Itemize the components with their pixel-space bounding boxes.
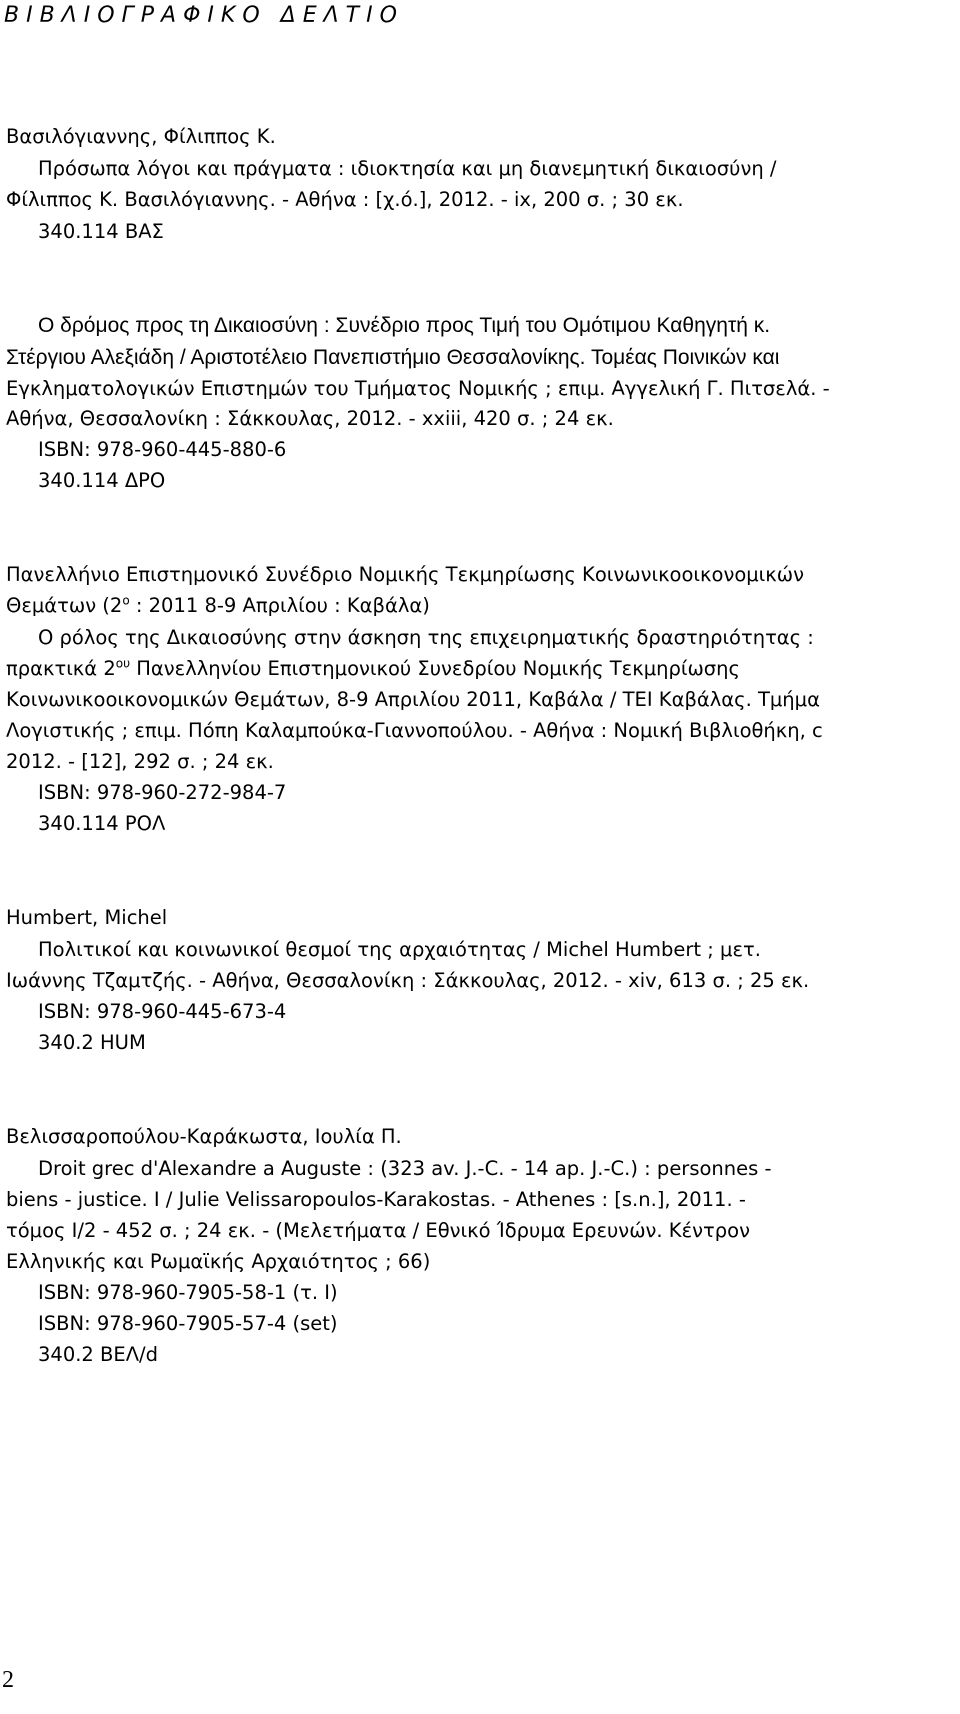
- entry-call-number: 340.2 HUM: [38, 1031, 146, 1054]
- entry-title-continued: Κοινωνικοοικονομικών Θεμάτων, 8-9 Απριλίου 2011, Καβάλα / ΤΕΙ Καβάλας. Τμήμα: [6, 688, 820, 711]
- entry-isbn: ISBN: 978-960-445-880-6: [38, 438, 287, 461]
- page-title: ΒΙΒΛΙΟΓΡΑΦΙΚΟ ΔΕΛΤΙΟ: [4, 3, 404, 28]
- entry-title-continued: biens - justice. I / Julie Velissaropoulos-Karakostas. - Athenes : [s.n.], 2011. -: [6, 1188, 746, 1211]
- entry-title: Droit grec d'Alexandre a Auguste : (323 av. J.-C. - 14 ap. J.-C.) : personnes -: [38, 1157, 772, 1180]
- entry-publication: Αθήνα, Θεσσαλονίκη : Σάκκουλας, 2012. - xxiii, 420 σ. ; 24 εκ.: [6, 407, 614, 430]
- entry-extent: 2012. - [12], 292 σ. ; 24 εκ.: [6, 750, 274, 773]
- entry-author: Βασιλόγιαννης, Φίλιππος Κ.: [6, 125, 276, 148]
- entry-call-number: 340.114 ΒΑΣ: [38, 220, 164, 243]
- entry-title: Πρόσωπα λόγοι και πράγματα : ιδιοκτησία και μη διανεμητική δικαιοσύνη /: [38, 157, 777, 180]
- entry-responsibility: Εγκληματολογικών Επιστημών του Τμήματος Νομικής ; επιμ. Αγγελική Γ. Πιτσελά. -: [6, 377, 830, 400]
- entry-title: Πολιτικοί και κοινωνικοί θεσμοί της αρχαιότητας / Michel Humbert ; μετ.: [38, 938, 761, 961]
- entry-series-continued: Ελληνικής και Ρωμαϊκής Αρχαιότητος ; 66): [6, 1250, 431, 1273]
- entry-title: Ο δρόμος προς τη Δικαιοσύνη : Συνέδριο προς Τιμή του Ομότιμου Καθηγητή κ.: [38, 314, 771, 337]
- entry-call-number: 340.2 ΒΕΛ/d: [38, 1343, 159, 1366]
- entry-author: Βελισσαροπούλου-Καράκωστα, Ιουλία Π.: [6, 1125, 402, 1148]
- entry-publication: Ιωάννης Τζαμτζής. - Αθήνα, Θεσσαλονίκη : Σάκκουλας, 2012. - xiv, 613 σ. ; 25 εκ.: [6, 969, 810, 992]
- entry-series: τόμος I/2 - 452 σ. ; 24 εκ. - (Μελετήματα / Εθνικό Ίδρυμα Ερευνών. Κέντρον: [6, 1219, 750, 1242]
- entry-title: Ο ρόλος της Δικαιοσύνης στην άσκηση της επιχειρηματικής δραστηριότητας :: [38, 626, 814, 649]
- entry-author: Humbert, Michel: [6, 906, 168, 929]
- entry-isbn: ISBN: 978-960-7905-58-1 (τ. I): [38, 1281, 338, 1304]
- page-number: 2: [2, 1667, 14, 1693]
- entry-isbn: ISBN: 978-960-445-673-4: [38, 1000, 287, 1023]
- entry-call-number: 340.114 ΔΡΟ: [38, 469, 166, 492]
- entry-publication: Φίλιππος Κ. Βασιλόγιαννης. - Αθήνα : [χ.ό.], 2012. - ix, 200 σ. ; 30 εκ.: [6, 188, 684, 211]
- entry-title-continued: Στέργιου Αλεξιάδη / Αριστοτέλειο Πανεπιστήμιο Θεσσαλονίκης. Τομέας Ποινικών και: [6, 346, 780, 369]
- entry-isbn: ISBN: 978-960-272-984-7: [38, 781, 287, 804]
- entry-main-heading: Πανελλήνιο Επιστημονικό Συνέδριο Νομικής Τεκμηρίωσης Κοινωνικοοικονομικών: [6, 563, 804, 586]
- entry-call-number: 340.114 ΡΟΛ: [38, 812, 166, 835]
- entry-title-continued: πρακτικά $2^{o\upsilon}$ Πανελληνίου Επιστημονικού Συνεδρίου Νομικής Τεκμηρίωσης: [6, 656, 740, 680]
- entry-main-heading-continued: Θεμάτων ($2^o$ : 2011 8-9 Απριλίου : Καβάλα): [6, 593, 430, 617]
- entry-publication: Λογιστικής ; επιμ. Πόπη Καλαμπούκα-Γιαννοπούλου. - Αθήνα : Νομική Βιβλιοθήκη, c: [6, 719, 823, 742]
- entry-isbn: ISBN: 978-960-7905-57-4 (set): [38, 1312, 338, 1335]
